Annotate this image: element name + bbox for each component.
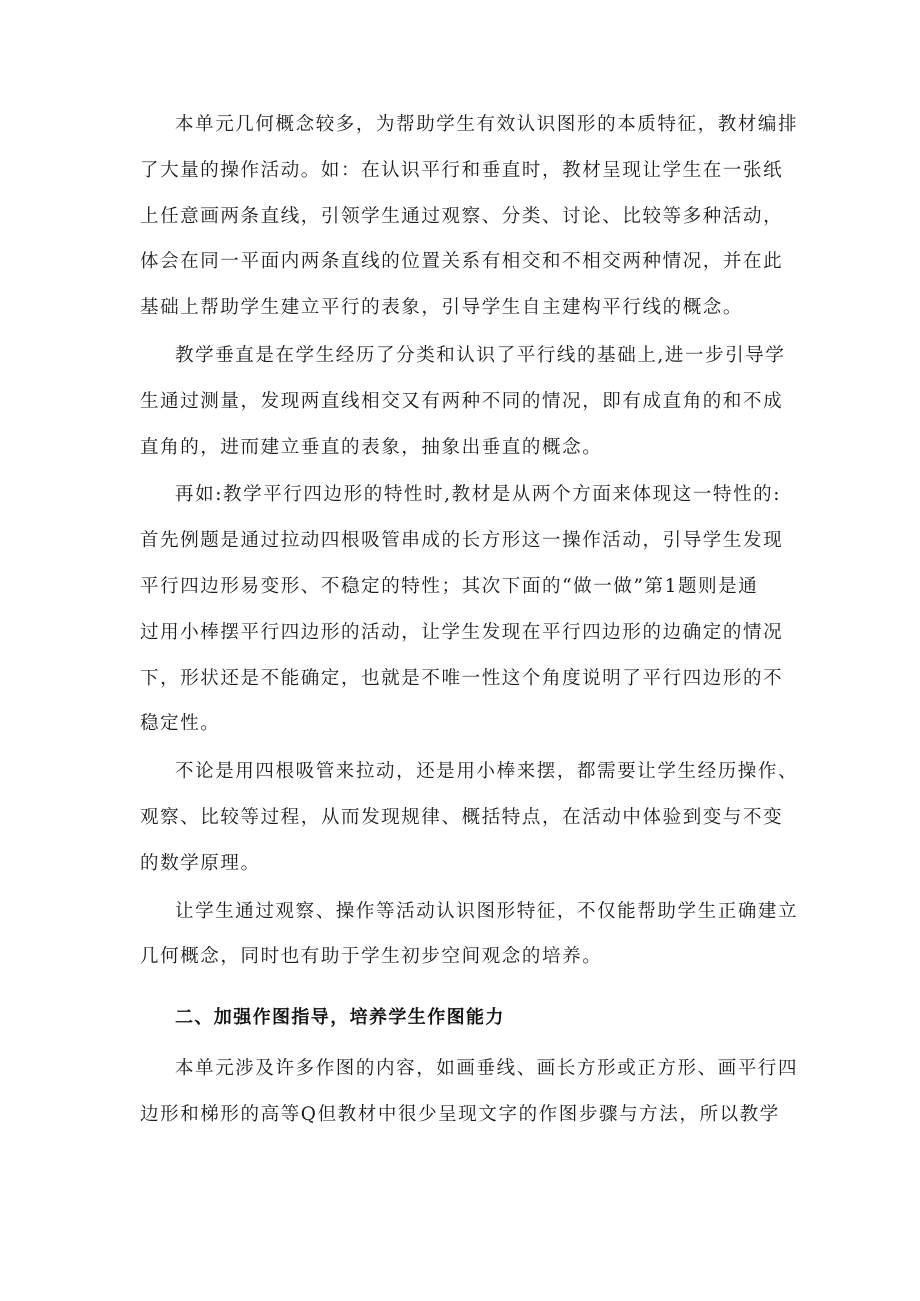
text-line: 教学垂直是在学生经历了分类和认识了平行线的基础上,进一步引导学 (175, 344, 786, 366)
paragraph-1 (140, 102, 800, 331)
paragraph-5 (140, 889, 800, 981)
text-line: 首先例题是通过拉动四根吸管串成的长方形这一操作活动，引导学生发现 (140, 530, 784, 552)
text-line: 过用小棒摆平行四边形的活动，让学生发现在平行四边形的边确定的情况 (140, 621, 784, 643)
text-line: 让学生通过观察、操作等活动认识图形特征，不仅能帮助学生正确建立 (175, 900, 799, 922)
paragraph-2 (140, 333, 800, 470)
text-line: 基础上帮助学生建立平行的表象，引导学生自主建构平行线的概念。 (140, 297, 744, 319)
text-line: 本单元涉及许多作图的内容，如画垂线、画长方形或正方形、画平行四 (175, 1058, 799, 1080)
text-line: 不论是用四根吸管来拉动，还是用小棒来摆，都需要让学生经历操作、 (175, 761, 799, 783)
text-line: 边形和梯形的高等Q但教材中很少呈现文字的作图步骤与方法，所以教学 (140, 1103, 780, 1125)
text-line: 平行四边形易变形、不稳定的特性；其次下面的“做一做”第1题则是通 (140, 575, 759, 597)
document-body (140, 102, 800, 1138)
text-line: 再如:教学平行四边形的特性时,教材是从两个方面来体现这一特性的: (175, 484, 782, 506)
text-line: 观察、比较等过程，从而发现规律、概括特点，在活动中体验到变与不变 (140, 806, 784, 828)
text-line: 稳定性。 (140, 713, 221, 735)
section-heading: 二、加强作图指导，培养学生作图能力 (175, 1007, 505, 1029)
text-line: 直角的，进而建立垂直的表象，抽象出垂直的概念。 (140, 436, 603, 458)
text-line: 下，形状还是不能确定，也就是不唯一性这个角度说明了平行四边形的不 (140, 667, 784, 689)
text-line: 上任意画两条直线，引领学生通过观察、分类、讨论、比较等多种活动， (140, 205, 784, 227)
paragraph-4 (140, 749, 800, 886)
paragraph-3 (140, 472, 800, 747)
paragraph-6 (140, 1046, 800, 1138)
text-line: 几何概念，同时也有助于学生初步空间观念的培养。 (140, 946, 603, 968)
text-line: 的数学原理。 (140, 852, 261, 874)
text-line: 本单元几何概念较多，为帮助学生有效认识图形的本质特征，教材编排 (175, 114, 799, 135)
text-line: 了大量的操作活动。如：在认识平行和垂直时，教材呈现让学生在一张纸 (140, 159, 784, 181)
text-line: 生通过测量，发现两直线相交又有两种不同的情况，即有成直角的和不成 (140, 390, 784, 412)
text-line: 体会在同一平面内两条直线的位置关系有相交和不相交两种情况，并在此 (140, 251, 784, 273)
